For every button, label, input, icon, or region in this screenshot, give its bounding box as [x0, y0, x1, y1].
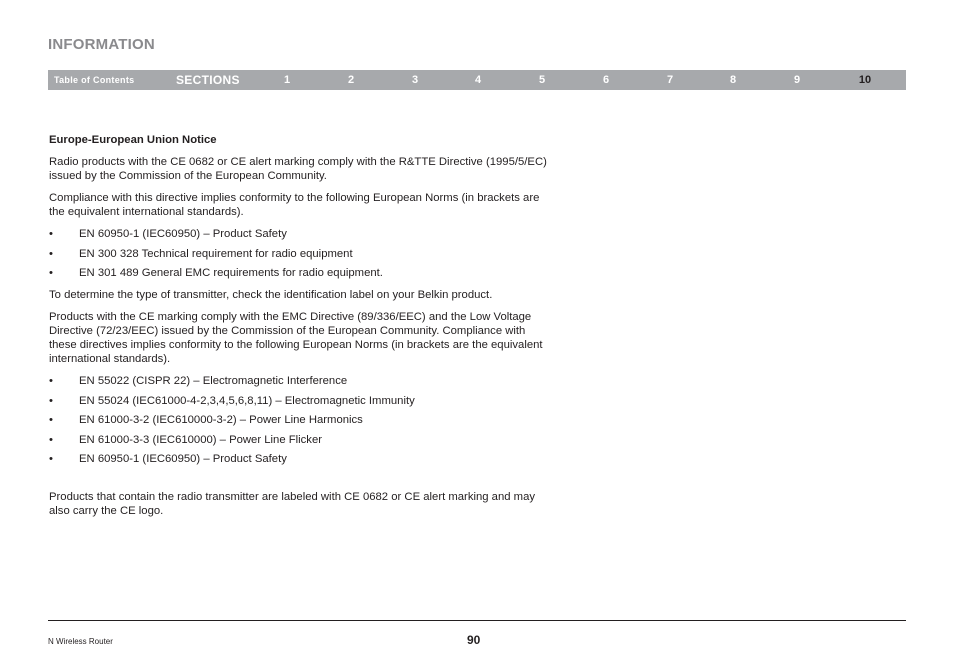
page-number: 90 — [467, 633, 481, 647]
list-item-text: EN 61000-3-3 (IEC610000) – Power Line Flicker — [79, 433, 323, 446]
section-link-1[interactable]: 1 — [283, 74, 291, 86]
section-link-2[interactable]: 2 — [347, 74, 355, 86]
emc-norms-list — [49, 374, 549, 466]
list-item — [49, 266, 549, 280]
list-item — [49, 394, 549, 408]
list-item-text: EN 61000-3-2 (IEC610000-3-2) – Power Line Harmonics — [79, 414, 363, 426]
page-section-title: INFORMATION — [48, 36, 155, 53]
bullet: • — [49, 394, 53, 407]
section-link-3[interactable]: 3 — [411, 74, 419, 86]
bullet: • — [49, 453, 53, 465]
list-item-text: EN 60950-1 (IEC60950) – Product Safety — [79, 228, 287, 240]
list-item — [49, 227, 549, 241]
section-nav-bar — [48, 70, 906, 90]
section-link-6[interactable]: 6 — [602, 74, 610, 86]
section-link-10-active[interactable]: 10 — [858, 74, 872, 86]
list-item-text: EN 300 328 Technical requirement for radio equipment — [79, 247, 353, 260]
list-item — [49, 374, 549, 388]
section-link-4[interactable]: 4 — [474, 74, 482, 86]
sections-label: SECTIONS — [176, 73, 240, 87]
list-item — [49, 452, 549, 466]
list-item-text: EN 55024 (IEC61000-4-2,3,4,5,6,8,11) – Electromagnetic Immunity — [79, 394, 415, 407]
notice-heading: Europe-European Union Notice — [49, 134, 217, 146]
paragraph-emc-directive: Products with the CE marking comply with the EMC Directive (89/336/EEC) and the Low Voltage Directive (72/23/EEC) issued by the Commission of the European Community. Compliance with these directives implies conformity to the following European Norms (in brackets are the equivalent international standards). — [49, 311, 543, 365]
footer-product-name: N Wireless Router — [48, 637, 113, 646]
list-item — [49, 433, 549, 447]
list-item-text: EN 55022 (CISPR 22) – Electromagnetic Interference — [79, 375, 348, 387]
section-link-9[interactable]: 9 — [793, 74, 801, 86]
bullet: • — [49, 228, 53, 240]
bullet: • — [49, 433, 53, 446]
list-item-text: EN 60950-1 (IEC60950) – Product Safety — [79, 453, 287, 465]
paragraph-rtte-directive: Radio products with the CE 0682 or CE alert marking comply with the R&TTE Directive (1995/5/EC) issued by the Commission of the European Community. — [49, 156, 547, 182]
section-link-8[interactable]: 8 — [729, 74, 737, 86]
paragraph-transmitter-type: To determine the type of transmitter, check the identification label on your Belkin product. — [49, 289, 493, 301]
spacer — [49, 474, 549, 490]
section-link-7[interactable]: 7 — [666, 74, 674, 86]
table-of-contents-link[interactable]: Table of Contents — [54, 75, 135, 85]
bullet: • — [49, 267, 53, 279]
list-item — [49, 413, 549, 427]
radio-norms-list — [49, 227, 549, 280]
bullet: • — [49, 414, 53, 426]
bullet: • — [49, 375, 53, 387]
list-item — [49, 247, 549, 261]
main-content — [49, 133, 549, 526]
bullet: • — [49, 247, 53, 260]
section-link-5[interactable]: 5 — [538, 74, 546, 86]
paragraph-compliance: Compliance with this directive implies conformity to the following European Norms (in brackets are the equivalent international standards). — [49, 192, 540, 218]
footer-divider — [48, 620, 906, 621]
list-item-text: EN 301 489 General EMC requirements for radio equipment. — [79, 267, 383, 279]
paragraph-ce-labeling: Products that contain the radio transmitter are labeled with CE 0682 or CE alert marking and may also carry the CE logo. — [49, 491, 536, 517]
